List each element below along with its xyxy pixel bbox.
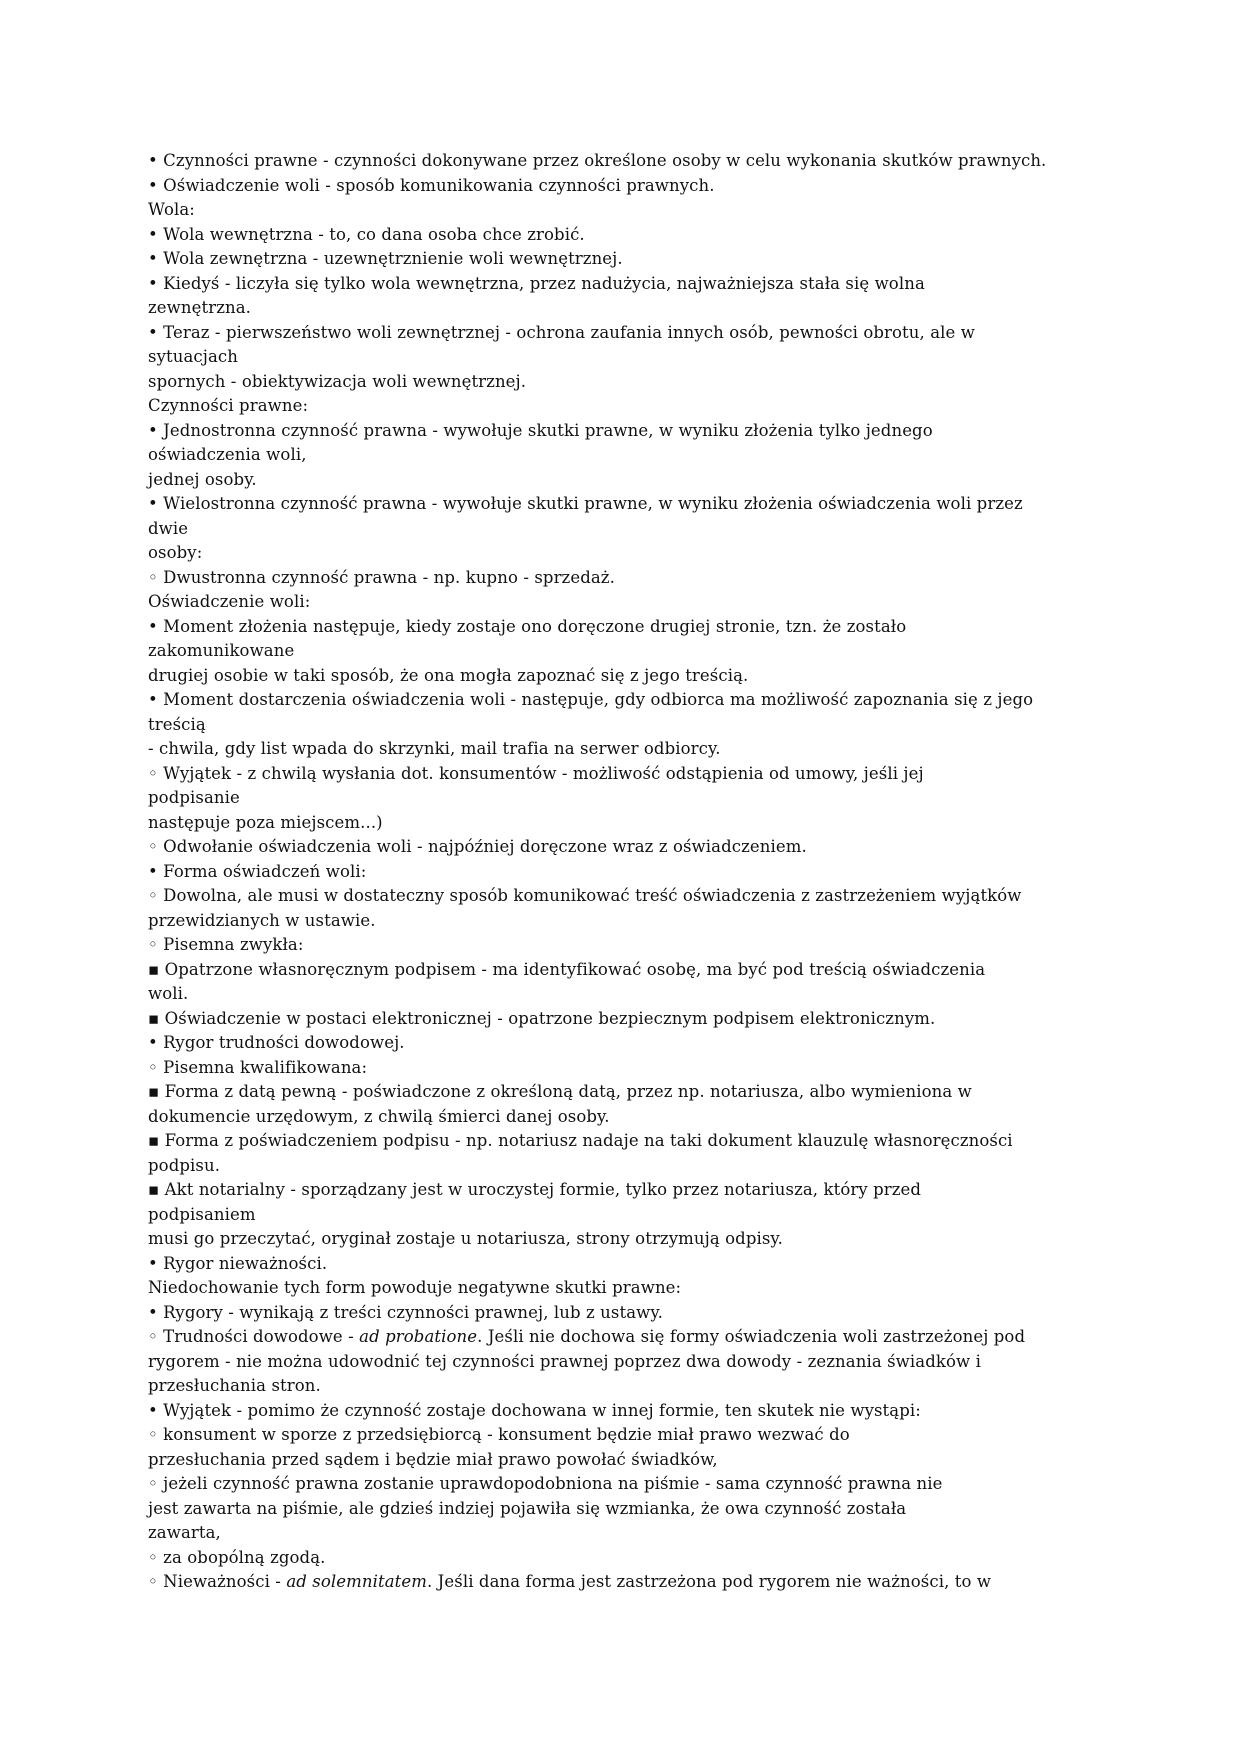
text-line: ▪ Opatrzone własnoręcznym podpisem - ma identyfikować osobę, ma być pod treścią oświadczenia [148,959,986,979]
text-line: treścią [148,714,206,734]
text-line: • Rygor trudności dowodowej. [148,1033,405,1052]
text-line: ◦ Dowolna, ale musi w dostateczny sposób komunikować treść oświadczenia z zastrzeżeniem wyjątków [148,886,1022,905]
text-line: Niedochowanie tych form powoduje negatywne skutki prawne: [148,1278,682,1297]
text-line: • Wielostronna czynność prawna - wywołuje skutki prawne, w wyniku złożenia oświadczenia woli przez [148,494,1023,513]
text-line: Oświadczenie woli: [148,592,311,611]
text-line: ◦ Pisemna zwykła: [148,935,304,954]
text-line: ◦ za obopólną zgodą. [148,1547,326,1567]
text-line: Czynności prawne: [148,396,309,415]
text-line: następuje poza miejscem...) [148,812,383,832]
text-line: ◦ jeżeli czynność prawna zostanie uprawdopodobniona na piśmie - sama czynność prawna nie [148,1474,943,1493]
latin-term: ad solemnitatem [286,1572,427,1591]
text-line: • Czynności prawne - czynności dokonywane przez określone osoby w celu wykonania skutków prawnych. [148,151,1047,170]
text-line: • Forma oświadczeń woli: [148,861,367,881]
text-line: jednej osoby. [148,469,257,489]
text-line: przewidzianych w ustawie. [148,910,376,930]
text-line: ◦ Pisemna kwalifikowana: [148,1057,368,1077]
text-line: • Moment złożenia następuje, kiedy zostaje ono doręczone drugiej stronie, tzn. że zostało [148,616,907,636]
text-line: musi go przeczytać, oryginał zostaje u notariusza, strony otrzymują odpisy. [148,1229,783,1248]
text-line: • Wyjątek - pomimo że czynność zostaje dochowana w innej formie, ten skutek nie wystąpi: [148,1400,921,1420]
text-line: ◦ konsument w sporze z przedsiębiorcą - konsument będzie miał prawo wezwać do [148,1425,850,1444]
text-line: • Rygory - wynikają z treści czynności prawnej, lub z ustawy. [148,1302,663,1322]
text-line [148,1570,1148,1595]
text-line: podpisu. [148,1155,221,1175]
text-line: dokumencie urzędowym, z chwilą śmierci danej osoby. [148,1106,610,1126]
text-line: rygorem - nie można udowodnić tej czynności prawnej poprzez dwa dowody - zeznania świadków i [148,1351,981,1371]
text-line: zewnętrzna. [148,298,251,317]
document-page [148,149,1148,1595]
text-line: oświadczenia woli, [148,445,307,464]
text-line: przesłuchania stron. [148,1376,321,1395]
text-line: ▪ Forma z datą pewną - poświadczone z określoną datą, przez np. notariusza, albo wymieniona w [148,1082,972,1101]
text-line: woli. [148,984,189,1003]
text-line: • Wola wewnętrzna - to, co dana osoba chce zrobić. [148,224,585,244]
text-line: spornych - obiektywizacja woli wewnętrznej. [148,371,527,391]
text-line: ◦ Dwustronna czynność prawna - np. kupno - sprzedaż. [148,567,615,587]
text-line: przesłuchania przed sądem i będzie miał prawo powołać świadków, [148,1449,718,1469]
text-line: zawarta, [148,1523,221,1542]
text-line: ▪ Forma z poświadczeniem podpisu - np. notariusz nadaje na taki dokument klauzulę własnoręczności [148,1131,1013,1150]
text-segment: . Jeśli nie dochowa się formy oświadczenia woli zastrzeżonej pod [477,1327,1026,1346]
text-line: • Teraz - pierwszeństwo woli zewnętrznej - ochrona zaufania innych osób, pewności obrotu, ale w [148,322,975,342]
text-line: podpisaniem [148,1204,256,1224]
text-line: • Kiedyś - liczyła się tylko wola wewnętrzna, przez nadużycia, najważniejsza stała się wolna [148,273,925,293]
text-line: osoby: [148,543,203,562]
text-line: • Wola zewnętrzna - uzewnętrznienie woli wewnętrznej. [148,249,623,268]
text-line: ▪ Oświadczenie w postaci elektronicznej - opatrzone bezpiecznym podpisem elektronicznym. [148,1008,936,1028]
text-line: • Jednostronna czynność prawna - wywołuje skutki prawne, w wyniku złożenia tylko jednego [148,420,933,440]
text-line: podpisanie [148,788,240,807]
text-line: jest zawarta na piśmie, ale gdzieś indziej pojawiła się wzmianka, że owa czynność została [148,1498,907,1518]
text-segment: . Jeśli dana forma jest zastrzeżona pod rygorem nie ważności, to w [426,1572,992,1591]
text-line [148,1325,1148,1350]
text-line: ▪ Akt notarialny - sporządzany jest w uroczystej formie, tylko przez notariusza, który przed [148,1180,922,1199]
text-line: • Oświadczenie woli - sposób komunikowania czynności prawnych. [148,175,715,195]
text-line: Wola: [148,200,195,219]
text-line: • Moment dostarczenia oświadczenia woli - następuje, gdy odbiorca ma możliwość zapoznania się z jego [148,690,1034,709]
latin-term: ad probatione [359,1327,478,1346]
text-line: dwie [148,518,189,538]
text-line: drugiej osobie w taki sposób, że ona mogła zapoznać się z jego treścią. [148,665,749,685]
text-segment: ◦ Trudności dowodowe - [148,1327,360,1346]
text-segment: ◦ Nieważności - [148,1572,287,1591]
text-line: ◦ Wyjątek - z chwilą wysłania dot. konsumentów - możliwość odstąpienia od umowy, jeśli jej [148,763,924,783]
text-line: • Rygor nieważności. [148,1253,328,1273]
text-line: ◦ Odwołanie oświadczenia woli - najpóźniej doręczone wraz z oświadczeniem. [148,837,807,856]
text-line: - chwila, gdy list wpada do skrzynki, mail trafia na serwer odbiorcy. [148,739,721,758]
text-line: zakomunikowane [148,641,295,660]
text-line: sytuacjach [148,347,238,366]
